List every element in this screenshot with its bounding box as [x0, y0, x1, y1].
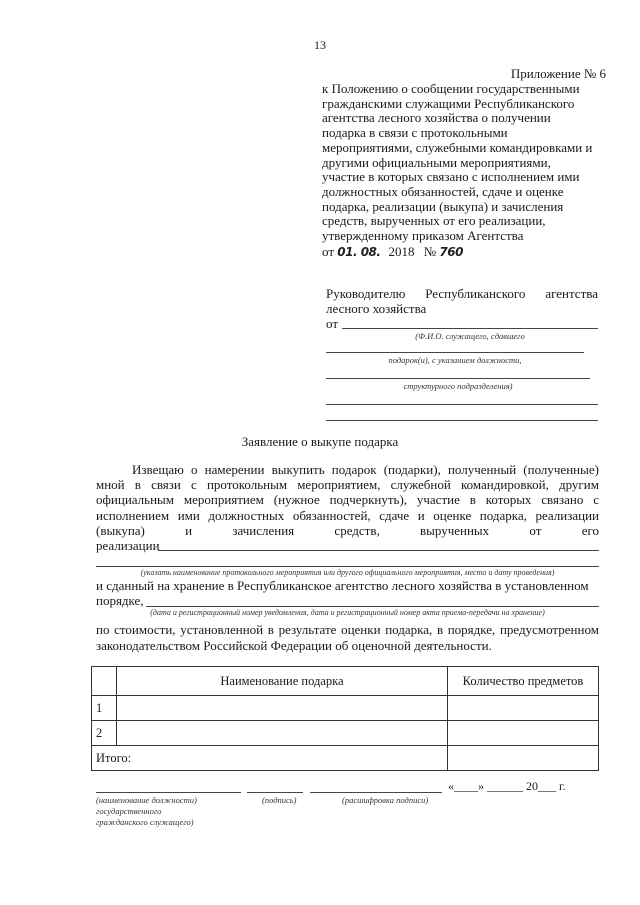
gift-qty-cell[interactable] — [448, 696, 599, 721]
paragraph-word: командировкой, — [460, 477, 549, 493]
paragraph-line — [96, 523, 599, 538]
paragraph-word: связи — [151, 477, 181, 493]
addressee-word: Руководителю — [326, 286, 406, 301]
from-name-field[interactable] — [342, 328, 598, 329]
position-field[interactable] — [96, 792, 241, 793]
paragraph-word: мероприятием, — [297, 477, 381, 493]
from-department-field[interactable] — [326, 378, 590, 379]
paragraph-word: связано — [541, 492, 584, 508]
paragraph-word: предусмотренном — [499, 622, 599, 637]
paragraph-word: средств, — [334, 522, 380, 538]
form-title: Заявление о выкупе подарка — [241, 434, 399, 449]
table-header-cell: Наименование подарка — [117, 667, 448, 696]
addressee-word: Республиканского — [425, 286, 526, 301]
paragraph-word: по — [96, 622, 110, 637]
position-hint — [96, 795, 197, 828]
paragraph-word: установленной — [180, 622, 264, 637]
number-sign: № — [423, 243, 437, 259]
paragraph-word: подчеркнуть), — [329, 492, 408, 508]
paragraph-line — [96, 508, 599, 523]
from-hint-2: подарок(и), с указанием должности, — [388, 355, 522, 365]
paragraph-word: результате — [278, 622, 337, 637]
table-total-row — [92, 746, 599, 771]
gift-name-cell[interactable] — [117, 696, 448, 721]
appendix-line: подарка в связи с протокольными — [322, 125, 508, 141]
appendix-title: Приложение № 6 — [510, 66, 606, 81]
from-extra-field-2[interactable] — [326, 420, 598, 421]
paragraph-line — [96, 492, 599, 507]
paragraph-word: и — [417, 507, 425, 523]
storage-line: и сданный на хранение в Республиканское агентство лесного хозяйства в установленном — [96, 578, 589, 593]
paragraph-word: (выкупа) — [96, 522, 145, 538]
paragraph-word: обязанностей, — [292, 507, 371, 523]
storage-paragraph — [96, 578, 599, 608]
from-extra-field-1[interactable] — [326, 404, 598, 405]
paragraph-word: протокольным — [206, 477, 288, 493]
storage-hint: (дата и регистрационный номер уведомления, дата и регистрационный номер акта приема-передачи на хранение) — [150, 608, 545, 617]
paragraph-word: реализации — [535, 507, 599, 523]
table-header-cell: Количество предметов — [448, 667, 599, 696]
paragraph-word: с — [593, 492, 599, 508]
appendix-line: другими официальными мероприятиями, — [322, 154, 551, 170]
paragraph-word: сдаче — [379, 507, 410, 523]
paragraph-line — [96, 462, 599, 477]
paragraph-word: вырученных — [420, 522, 490, 538]
storage-line: порядке, — [96, 593, 144, 608]
paragraph-word: оценке — [433, 507, 472, 523]
from-label: от — [326, 316, 339, 331]
paragraph-word: в — [469, 492, 476, 508]
paragraph-word: участие — [416, 492, 460, 508]
from-hint-1: (Ф.И.О. служащего, сдавшего — [415, 331, 525, 341]
addressee-org: лесного хозяйства — [326, 301, 427, 316]
paragraph-word: (полученные) — [523, 462, 599, 477]
paragraph-word: гражданского служащего) — [96, 817, 194, 827]
paragraph-line — [96, 477, 599, 492]
price-line: законодательством Российской Федерации об оценочной деятельности. — [96, 637, 492, 653]
paragraph-word: мероприятием — [183, 492, 264, 508]
paragraph-word: в — [134, 477, 141, 493]
paragraph-word: стоимости, — [114, 622, 176, 637]
statement-paragraph — [96, 462, 599, 553]
paragraph-word: порядке, — [447, 622, 496, 637]
addressee-word: агентства — [545, 286, 598, 301]
appendix-date-line — [322, 245, 592, 260]
paragraph-word: в — [436, 622, 444, 637]
table-row — [92, 721, 599, 746]
appendix-line: к Положению о сообщении государственными — [322, 81, 580, 96]
paragraph-word: государственного — [96, 806, 162, 816]
paragraph-word: которых — [485, 492, 532, 508]
gift-table — [91, 666, 599, 771]
paragraph-word: (подарки), — [383, 462, 441, 477]
price-paragraph — [96, 622, 599, 653]
gift-name-cell[interactable] — [117, 721, 448, 746]
date-prefix: от — [322, 243, 335, 259]
appendix-line: подарка, реализации (выкупа) и зачисления — [322, 198, 564, 214]
paragraph-word: (нужное — [273, 492, 320, 508]
from-position-field[interactable] — [326, 352, 584, 353]
page-number: 13 — [314, 38, 326, 52]
paragraph-word: официальным — [96, 492, 175, 508]
total-qty-cell[interactable] — [448, 746, 599, 771]
paragraph-word: в — [267, 622, 274, 637]
appendix-line: агентства лесного хозяйства о получении — [322, 110, 551, 126]
paragraph-word: полученный — [447, 462, 517, 477]
paragraph-word: с — [191, 477, 197, 493]
handwritten-date: 01. 08. — [337, 244, 381, 259]
row-number: 1 — [92, 696, 117, 721]
paragraph-word: другим — [558, 477, 599, 493]
appendix-line: мероприятиями, служебными командировками и — [322, 139, 593, 155]
handwritten-order-number: 760 — [439, 244, 463, 259]
paragraph-word: мной — [96, 477, 125, 493]
footer-date[interactable]: «____» ______ 20___ г. — [448, 779, 566, 793]
order-year: 2018 — [388, 243, 415, 259]
paragraph-word: (наименование должности) — [96, 795, 197, 805]
decoding-field[interactable] — [310, 792, 442, 793]
appendix-line: средств, вырученных от его реализации, — [322, 213, 546, 229]
addressee-line — [326, 286, 598, 302]
total-label: Итого: — [92, 746, 448, 771]
paragraph-word: оценки — [341, 622, 381, 637]
event-hint: (указать наименование протокольного мероприятия или другого официального мероприятия, место и дату проведения) — [140, 568, 555, 577]
price-line — [96, 622, 599, 638]
paragraph-word: служебной — [390, 477, 451, 493]
table-row — [92, 696, 599, 721]
paragraph-word: зачисления — [232, 522, 295, 538]
from-hint-3: структурного подразделения) — [403, 381, 513, 391]
decoding-hint: (расшифровка подписи) — [342, 795, 429, 805]
paragraph-word: ими — [177, 507, 200, 523]
storage-field[interactable] — [146, 606, 599, 607]
appendix-line: гражданскими служащими Республиканского — [322, 95, 575, 111]
appendix-line: должностных обязанностей, сдаче и оценке — [322, 183, 564, 199]
paragraph-word: подарка, — [479, 507, 527, 523]
table-header-cell — [92, 667, 117, 696]
appendix-line: участие в которых связано с исполнением ими — [322, 169, 580, 185]
appendix-line: утвержденному приказом Агентства — [322, 228, 524, 244]
paragraph-word: Извещаю — [132, 462, 184, 477]
event-field-2[interactable] — [96, 566, 599, 567]
realization-label: реализации — [96, 538, 160, 554]
paragraph-word: подарка, — [385, 622, 433, 637]
paragraph-word: и — [185, 522, 193, 538]
paragraph-word: его — [581, 522, 599, 538]
paragraph-word: намерении — [204, 462, 265, 477]
event-field[interactable] — [158, 550, 599, 551]
appendix-description — [322, 82, 592, 259]
paragraph-word: должностных — [208, 507, 285, 523]
paragraph-word: выкупить — [271, 462, 325, 477]
paragraph-word: о — [190, 462, 198, 477]
table-header-row — [92, 667, 599, 696]
signature-field[interactable] — [247, 792, 303, 793]
paragraph-word: от — [529, 522, 542, 538]
signature-hint: (подпись) — [262, 795, 297, 805]
row-number: 2 — [92, 721, 117, 746]
gift-qty-cell[interactable] — [448, 721, 599, 746]
paragraph-word: исполнением — [96, 507, 170, 523]
paragraph-word: подарок — [331, 462, 377, 477]
